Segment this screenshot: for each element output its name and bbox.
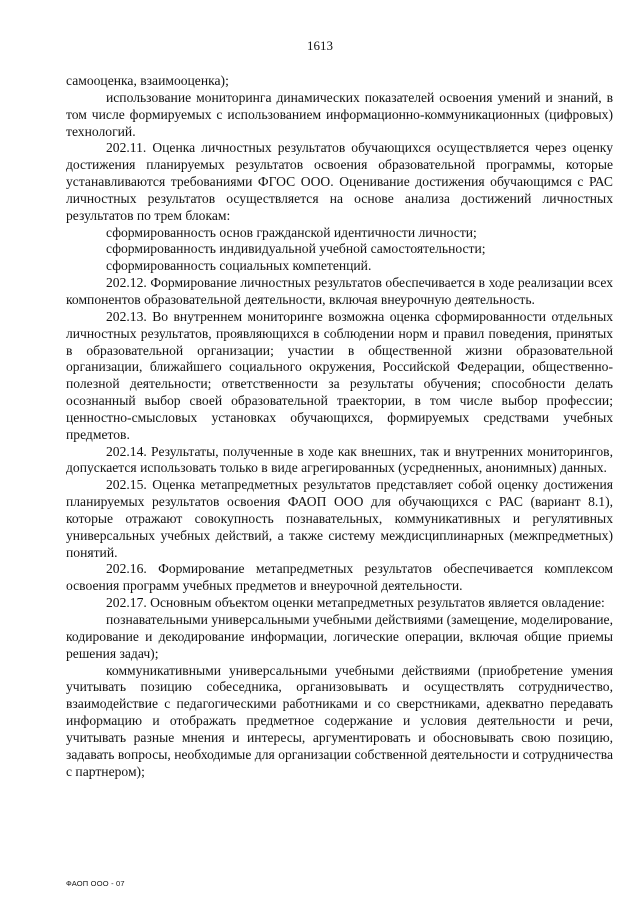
page-number: 1613 xyxy=(307,38,333,53)
paragraph-202-13: 202.13. Во внутреннем мониторинге возможна оценка сформированности отдельных личностных результатов, проявляющихся в соблюдении норм и правил поведения, принятых в образовательной организации; участии в общественной жизни образовательной организации, ближайшего социального окружения, Российской Федерации, общественно-полезной деятельности; ответственности за результаты обучения; способности делать осознанный выбор своей образовательной траектории, в том числе выбор профессии; ценностно-смысловых установках обучающихся, формируемых средствами учебных предметов. xyxy=(66,308,613,442)
paragraph-202-14: 202.14. Результаты, полученные в ходе как внешних, так и внутренних мониторингов, допускается использовать только в виде агрегированных (усредненных, анонимных) данных. xyxy=(66,443,613,476)
paragraph: использование мониторинга динамических показателей освоения умений и знаний, в том числе формируемых с использованием информационно-коммуникационных (цифровых) технологий. xyxy=(66,89,613,139)
paragraph: самооценка, взаимооценка); xyxy=(66,73,229,88)
paragraph-202-12: 202.12. Формирование личностных результатов обеспечивается в ходе реализации всех компонентов образовательной деятельности, включая внеурочную деятельность. xyxy=(66,275,613,307)
list-item: сформированность индивидуальной учебной самостоятельности; xyxy=(106,241,486,257)
paragraph-202-11: 202.11. Оценка личностных результатов обучающихся осуществляется через оценку достижения планируемых результатов освоения образовательной программы, которые устанавливаются требованиями ФГОС ООО. Оценивание достижения обучающимся с РАС личностных результатов осуществляется на основе анализа достижений личностных результатов по трем блокам: xyxy=(66,140,613,223)
list-item: познавательными универсальными учебными действиями (замещение, моделирование, кодирование и декодирование информации, логические операции, включая общие приемы решения задач); xyxy=(66,612,613,661)
list-item: коммуникативными универсальными учебными действиями (приобретение умения учитывать позицию собеседника, организовывать и осуществлять сотрудничество, взаимодействие с педагогическими работниками и со сверстниками, адекватно передавать информацию и отображать предметное содержание и условия деятельности и речи, учитывать разные мнения и интересы, аргументировать и обосновывать свою позицию, задавать вопросы, необходимые для организации собственной деятельности и сотрудничества с партнером); xyxy=(66,662,613,779)
footer-code: ФАОП ООО - 07 xyxy=(66,879,125,888)
list-item: сформированность основ гражданской идентичности личности; xyxy=(106,224,477,240)
paragraph-202-17: 202.17. Основным объектом оценки метапредметных результатов является овладение: xyxy=(106,595,605,611)
paragraph-202-16: 202.16. Формирование метапредметных результатов обеспечивается комплексом освоения программ учебных предметов и внеурочной деятельности. xyxy=(66,561,613,594)
body-text xyxy=(66,73,613,780)
paragraph-202-15: 202.15. Оценка метапредметных результатов представляет собой оценку достижения планируемых результатов освоения ФАОП ООО для обучающихся с РАС (вариант 8.1), которые отражают совокупность познавательных, коммуникативных и регулятивных универсальных учебных действий, а также систему междисциплинарных (межпредметных) понятий. xyxy=(66,477,613,560)
list-item: сформированность социальных компетенций. xyxy=(106,258,372,274)
